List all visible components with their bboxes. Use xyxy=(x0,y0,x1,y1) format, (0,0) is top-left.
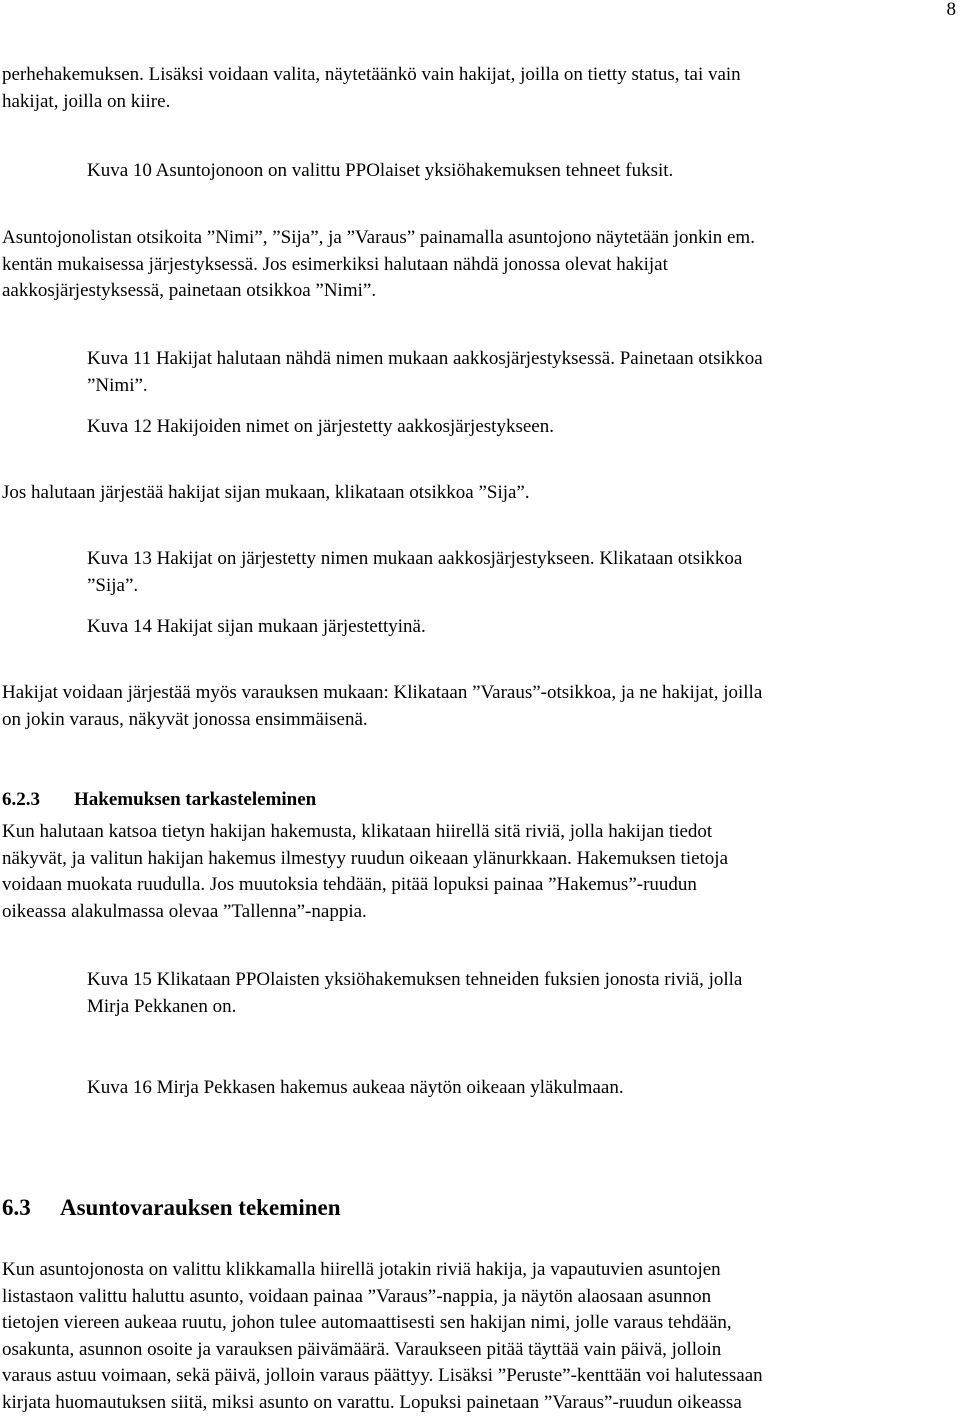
paragraph-line: kentän mukaisessa järjestyksessä. Jos esimerkiksi halutaan nähdä jonossa olevat hakijat xyxy=(2,253,668,275)
caption-line: Mirja Pekkanen on. xyxy=(87,995,237,1017)
caption-line: Kuva 13 Hakijat on järjestetty nimen mukaan aakkosjärjestykseen. Klikataan otsikkoa xyxy=(87,548,743,569)
paragraph xyxy=(2,680,958,733)
paragraph-line: tietojen viereen aukeaa ruutu, johon tulee automaattisesti sen hakijan nimi, jolle varaus tehdään, xyxy=(2,1312,732,1333)
section-number: 6.3 xyxy=(2,1195,31,1220)
paragraph-line: listastaon valittu haluttu asunto, voidaan painaa ”Varaus”-nappia, ja näytön alaosaan asunnon xyxy=(2,1285,712,1307)
paragraph-line: Jos halutaan järjestää hakijat sijan mukaan, klikataan otsikkoa ”Sija”. xyxy=(2,482,530,503)
paragraph-line: kirjata huomautuksen siitä, miksi asunto on varattu. Lopuksi painetaan ”Varaus”-ruudun oikeassa xyxy=(2,1391,742,1413)
section-heading xyxy=(2,1193,341,1223)
paragraph-line: on jokin varaus, näkyvät jonossa ensimmäisenä. xyxy=(2,708,368,730)
paragraph xyxy=(2,62,958,115)
caption-line: Kuva 14 Hakijat sijan mukaan järjestettyinä. xyxy=(87,616,426,637)
paragraph-line: perhehakemuksen. Lisäksi voidaan valita, näytetäänkö vain hakijat, joilla on tietty status, tai vain xyxy=(2,64,741,85)
paragraph xyxy=(2,480,958,507)
paragraph-line: oikeassa alakulmassa olevaa ”Tallenna”-nappia. xyxy=(2,900,367,922)
figure-caption xyxy=(87,546,957,599)
paragraph-line: Kun asuntojonosta on valittu klikkamalla hiirellä jotakin riviä hakija, ja vapautuvien asuntojen xyxy=(2,1259,721,1280)
figure-caption xyxy=(87,414,957,441)
section-title: Asuntovarauksen tekeminen xyxy=(60,1195,341,1220)
paragraph xyxy=(2,1257,958,1416)
caption-line: Kuva 15 Klikataan PPOlaisten yksiöhakemuksen tehneiden fuksien jonosta riviä, jolla xyxy=(87,969,743,990)
paragraph-line: Asuntojonolistan otsikoita ”Nimi”, ”Sija”, ja ”Varaus” painamalla asuntojono näytetään jonkin em. xyxy=(2,227,755,248)
figure-caption xyxy=(87,158,957,185)
figure-caption xyxy=(87,346,957,399)
figure-caption xyxy=(87,1075,957,1102)
section-heading xyxy=(2,787,316,813)
caption-line: Kuva 11 Hakijat halutaan nähdä nimen mukaan aakkosjärjestyksessä. Painetaan otsikkoa xyxy=(87,348,763,369)
paragraph-line: Kun halutaan katsoa tietyn hakijan hakemusta, klikataan hiirellä sitä riviä, jolla hakijan tiedot xyxy=(2,821,713,842)
paragraph xyxy=(2,819,958,925)
section-number: 6.2.3 xyxy=(2,789,40,810)
paragraph-line: Hakijat voidaan järjestää myös varauksen mukaan: Klikataan ”Varaus”-otsikkoa, ja ne hakijat, joilla xyxy=(2,682,763,703)
paragraph xyxy=(2,225,958,305)
section-title: Hakemuksen tarkasteleminen xyxy=(74,789,317,810)
caption-line: Kuva 12 Hakijoiden nimet on järjestetty aakkosjärjestykseen. xyxy=(87,416,554,437)
caption-line: Kuva 16 Mirja Pekkasen hakemus aukeaa näytön oikeaan yläkulmaan. xyxy=(87,1077,624,1098)
paragraph-line: osakunta, asunnon osoite ja varauksen päivämäärä. Varaukseen pitää täyttää vain päivä, jolloin xyxy=(2,1338,722,1360)
paragraph-line: hakijat, joilla on kiire. xyxy=(2,90,171,112)
paragraph-line: näkyvät, ja valitun hakijan hakemus ilmestyy ruudun oikeaan ylänurkkaan. Hakemuksen tietoja xyxy=(2,847,729,869)
caption-line: ”Sija”. xyxy=(87,574,139,596)
caption-line: ”Nimi”. xyxy=(87,374,148,396)
paragraph-line: varaus astuu voimaan, sekä päivä, jolloin varaus päättyy. Lisäksi ”Peruste”-kenttään voi halutessaan xyxy=(2,1365,763,1386)
paragraph-line: voidaan muokata ruudulla. Jos muutoksia tehdään, pitää lopuksi painaa ”Hakemus”-ruudun xyxy=(2,874,697,895)
figure-caption xyxy=(87,614,957,641)
page-number: 8 xyxy=(946,0,956,20)
figure-caption xyxy=(87,967,957,1020)
caption-line: Kuva 10 Asuntojonoon on valittu PPOlaiset yksiöhakemuksen tehneet fuksit. xyxy=(87,160,674,181)
paragraph-line: aakkosjärjestyksessä, painetaan otsikkoa ”Nimi”. xyxy=(2,280,377,301)
